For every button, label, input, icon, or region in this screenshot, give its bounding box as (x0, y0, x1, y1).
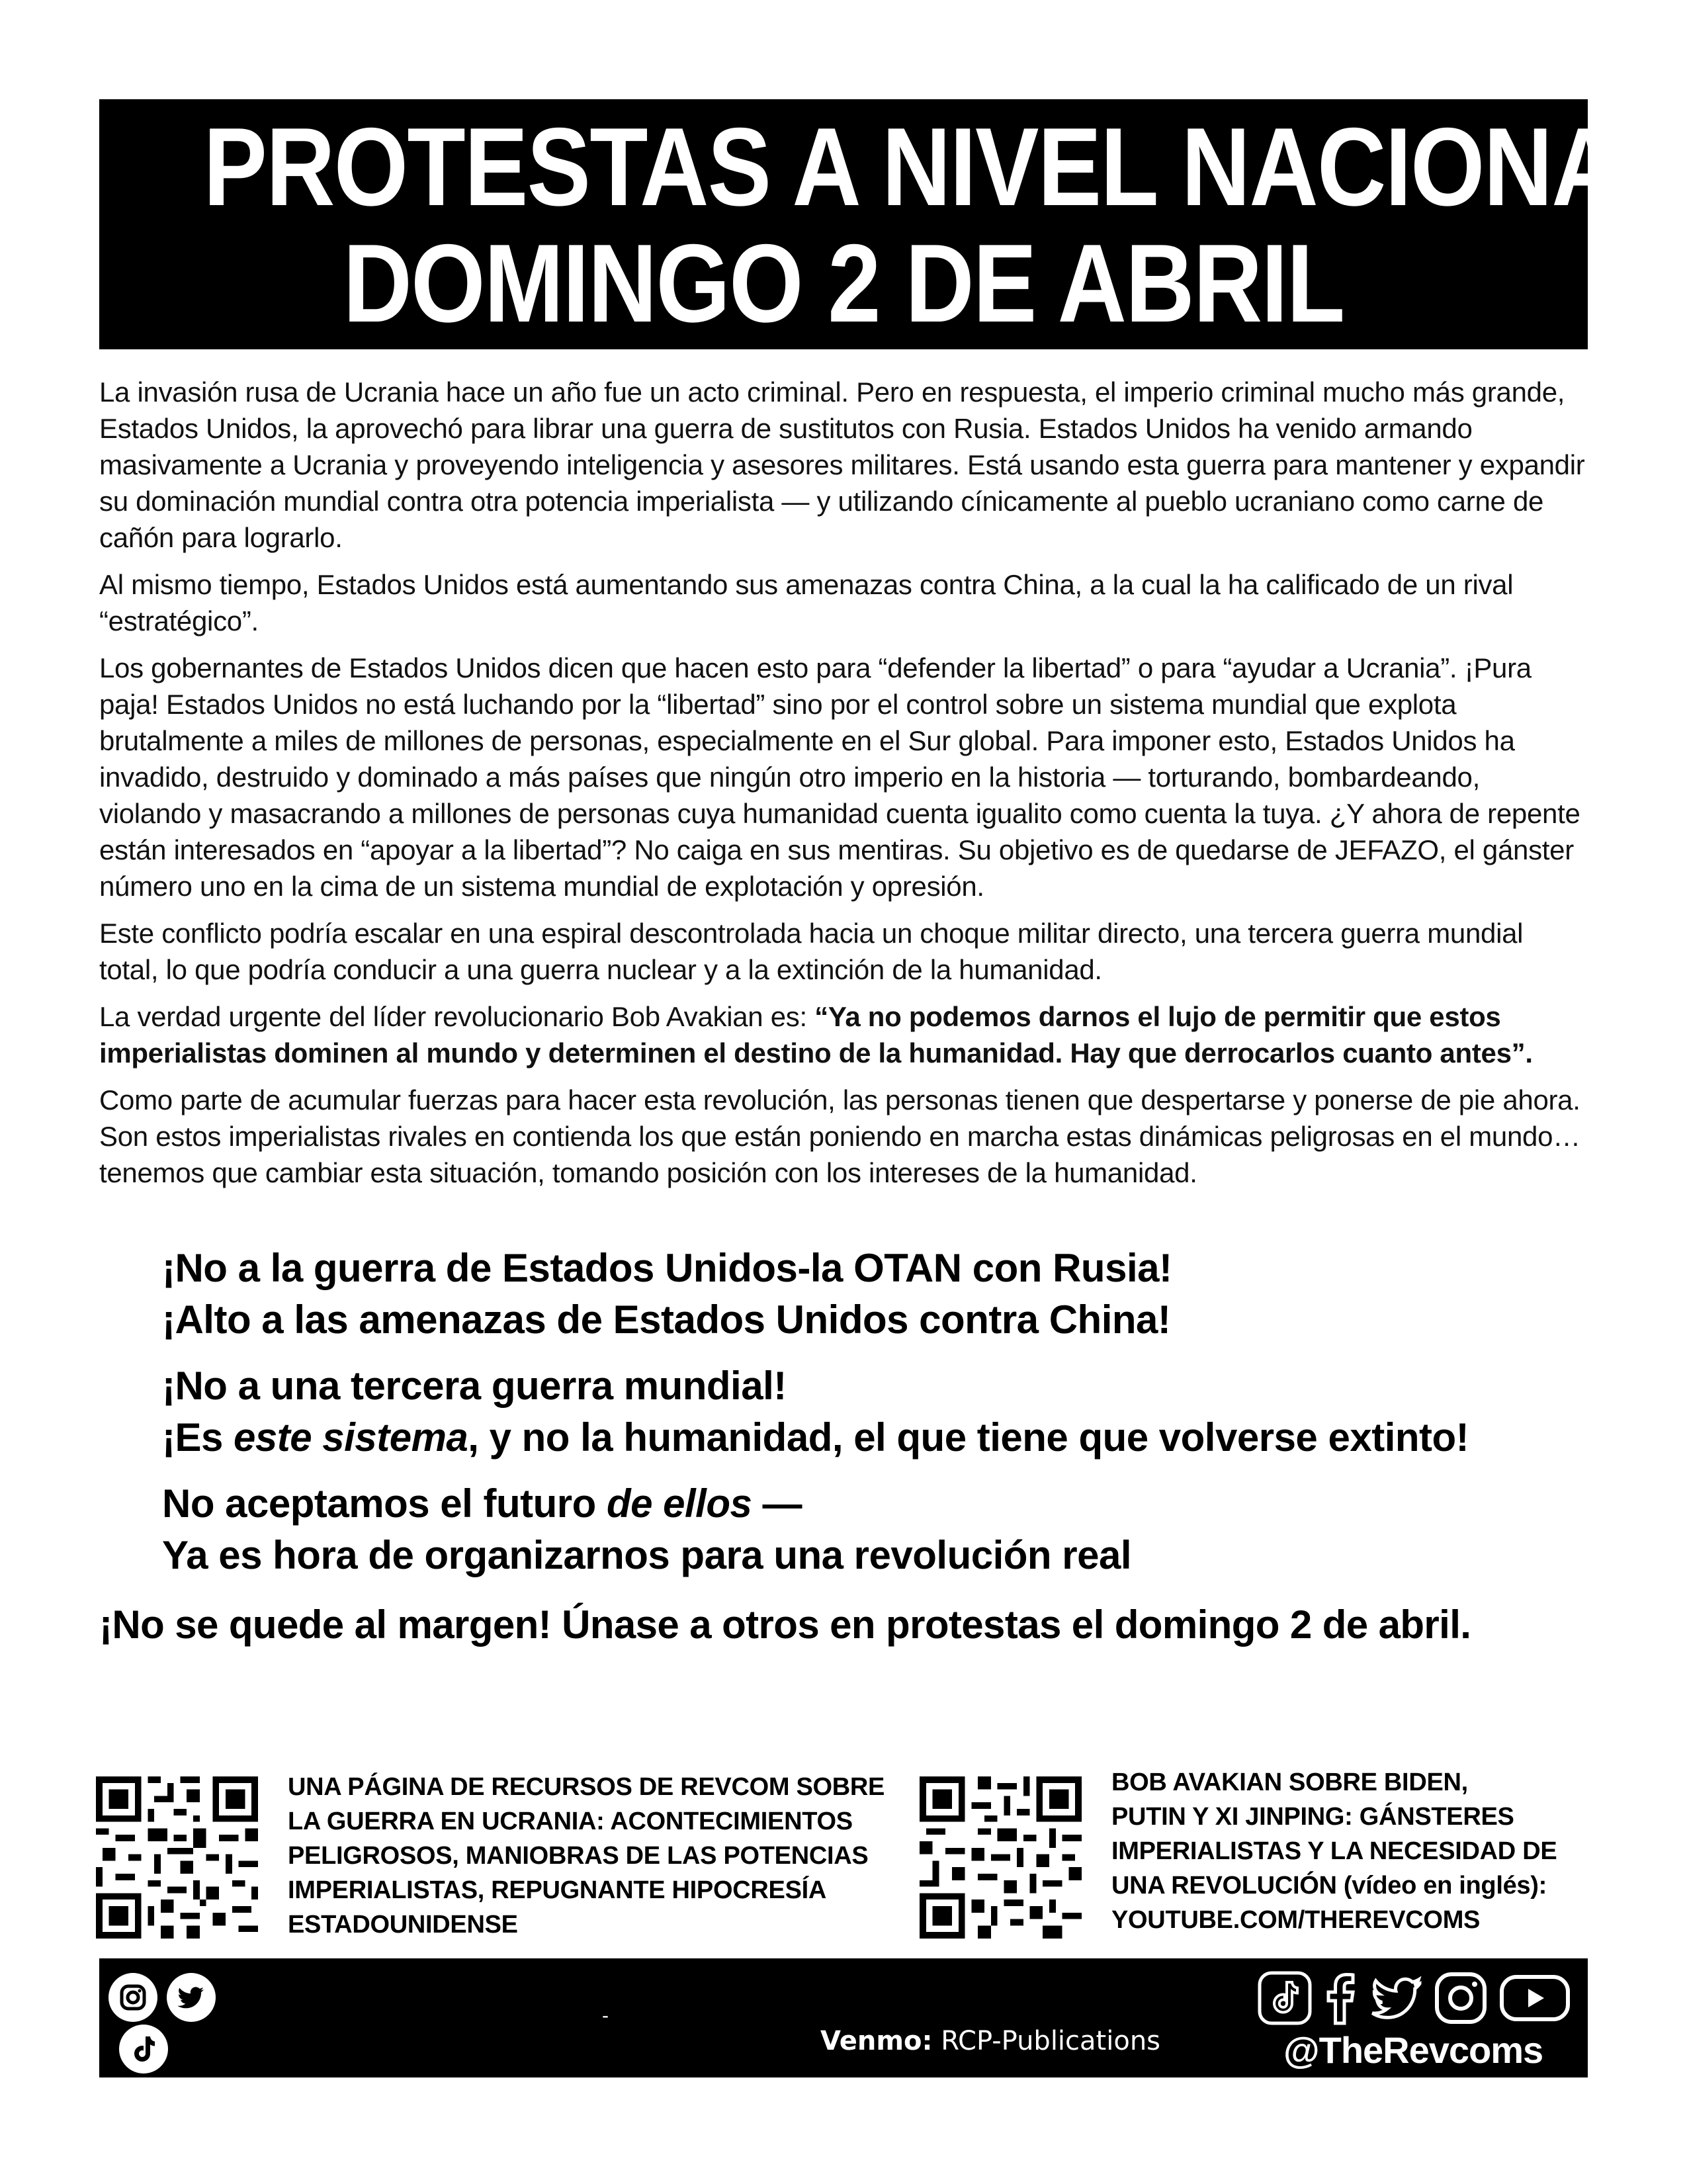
headline-line-1: PROTESTAS A NIVEL NACIONAL (203, 105, 1677, 229)
venmo-value: RCP-Publications (932, 2026, 1161, 2056)
resource-right-line: IMPERIALISTAS Y LA NECESIDAD DE (1111, 1837, 1557, 1865)
paragraph-6: Como parte de acumular fuerzas para hacer esta revolución, las personas tienen que despertarse y ponerse de pie ahora. Son estos imperialistas rivales en contienda los que están poniendo en marcha estas dinámicas peligrosas en el mundo… tenemos que cambiar esta situación, tomando posición con los intereses de la humanidad. (99, 1084, 1580, 1188)
resource-left-line: PELIGROSOS, MANIOBRAS DE LAS POTENCIAS (288, 1842, 869, 1870)
twitter-icon[interactable] (167, 1973, 216, 2022)
call-to-action: ¡No se quede al margen! Únase a otros en protestas el domingo 2 de abril. (99, 1602, 1471, 1647)
footer-dash: - (602, 2005, 609, 2027)
footer-bar (99, 1958, 1588, 2077)
slogan-4-start: ¡Es (162, 1415, 234, 1460)
paragraph-5 (99, 998, 1588, 1071)
resource-left-line: LA GUERRA EN UCRANIA: ACONTECIMIENTOS (288, 1808, 853, 1835)
slogans (162, 1243, 1618, 1596)
paragraph-5-intro: La verdad urgente del líder revolucionario Bob Avakian es: (99, 1001, 815, 1032)
resource-avakian-video[interactable] (1111, 1765, 1614, 1937)
facebook-glyph (1320, 1970, 1360, 2026)
resource-right-line: BOB AVAKIAN SOBRE BIDEN, (1111, 1769, 1468, 1796)
slogan-4-emphasis: este sistema (234, 1415, 468, 1460)
tiktok-icon[interactable] (1257, 1970, 1313, 2026)
headline-line-2: DOMINGO 2 DE ABRIL (343, 221, 1344, 345)
slogan-2: ¡Alto a las amenazas de Estados Unidos contra China! (162, 1297, 1171, 1342)
slogan-1: ¡No a la guerra de Estados Unidos-la OTAN con Rusia! (162, 1246, 1172, 1290)
slogan-4-end: , y no la humanidad, el que tiene que volverse extinto! (468, 1415, 1469, 1460)
tiktok-glyph (1257, 1970, 1313, 2026)
instagram-glyph (1433, 1970, 1489, 2026)
youtube-glyph (1499, 1970, 1571, 2026)
instagram-icon[interactable] (108, 1973, 157, 2022)
venmo-info (820, 2025, 1160, 2058)
slogan-5-emphasis: de ellos (606, 1481, 752, 1526)
qr-code-ukraine-resources[interactable] (96, 1776, 258, 1939)
resource-ukraine-war[interactable] (288, 1770, 896, 1942)
qr-code-icon (96, 1776, 258, 1939)
resource-left-line: UNA PÁGINA DE RECURSOS DE REVCOM SOBRE (288, 1773, 885, 1801)
resource-left-line: IMPERIALISTAS, REPUGNANTE HIPOCRESÍA (288, 1876, 827, 1904)
youtube-link[interactable]: YOUTUBE.COM/THEREVCOMS (1111, 1906, 1481, 1934)
body-text (99, 374, 1588, 1201)
twitter-glyph (167, 1973, 216, 2022)
tiktok-glyph (119, 2025, 168, 2074)
resource-left-line: ESTADOUNIDENSE (288, 1911, 518, 1939)
slogan-group-1 (162, 1243, 1618, 1346)
resource-right-line (1111, 1868, 1614, 1903)
resource-right-line-note: (vídeo en inglés): (1343, 1872, 1547, 1900)
facebook-icon[interactable] (1320, 1970, 1360, 2026)
slogan-group-3 (162, 1478, 1618, 1581)
slogan-3: ¡No a una tercera guerra mundial! (162, 1364, 787, 1408)
headline-banner (99, 99, 1677, 349)
slogan-5-end: — (752, 1481, 802, 1526)
paragraph-3: Los gobernantes de Estados Unidos dicen que hacen esto para “defender la libertad” o para “ayudar a Ucrania”. ¡Pura paja! Estados Unidos no está luchando por la “libertad” sino por el control sobre un sistema mundial que explota brutalmente a miles de millones de personas, especialmente en el Sur global. Para imponer esto, Estados Unidos ha invadido, destruido y dominado a más países que ningún otro imperio en la historia — torturando, bombardeando, violando y masacrando a millones de personas cuya humanidad cuenta igualito como cuenta la tuya. ¿Y ahora de repente están interesados en “apoyar a la libertad”? No caiga en sus mentiras. Su objetivo es de quedarse de JEFAZO, el gánster número uno en la cima de un sistema mundial de explotación y opresión. (99, 652, 1580, 902)
paragraph-1: La invasión rusa de Ucrania hace un año fue un acto criminal. Pero en respuesta, el imperio criminal mucho más grande, Estados Unidos, la aprovechó para librar una guerra de sustitutos con Rusia. Estados Unidos ha venido armando masivamente a Ucrania y proveyendo inteligencia y asesores militares. Está usando esta guerra para mantener y expandir su dominación mundial contra otra potencia imperialista — y utilizando cínicamente al pueblo ucraniano como carne de cañón para lograrlo. (99, 376, 1585, 553)
resource-right-line-start: UNA REVOLUCIÓN (1111, 1872, 1344, 1900)
twitter-glyph (1368, 1970, 1424, 2026)
tiktok-icon[interactable] (119, 2025, 168, 2074)
social-handle[interactable]: @TheRevcoms (1283, 2029, 1543, 2071)
slogan-6: Ya es hora de organizarnos para una revolución real (162, 1533, 1132, 1577)
venmo-label: Venmo: (820, 2026, 933, 2056)
slogan-5 (162, 1478, 1618, 1530)
slogan-5-start: No aceptamos el futuro (162, 1481, 607, 1526)
paragraph-2: Al mismo tiempo, Estados Unidos está aumentando sus amenazas contra China, a la cual la ha calificado de un rival “estratégico”. (99, 569, 1514, 636)
slogan-group-2 (162, 1360, 1618, 1463)
instagram-glyph (108, 1973, 157, 2022)
social-icons (1257, 1970, 1575, 2026)
qr-code-icon (920, 1776, 1082, 1939)
paragraph-4: Este conflicto podría escalar en una espiral descontrolada hacia un choque militar directo, una tercera guerra mundial total, lo que podría conducir a una guerra nuclear y a la extinción de la humanidad. (99, 918, 1524, 985)
youtube-icon[interactable] (1499, 1970, 1571, 2026)
qr-code-youtube-video[interactable] (920, 1776, 1082, 1939)
avakian-quote: “Ya no podemos darnos el lujo de permitir que estos imperialistas dominen al mundo y determinen el destino de la humanidad. Hay que derrocarlos cuanto antes”. (99, 1001, 1533, 1069)
twitter-icon[interactable] (1368, 1970, 1424, 2026)
instagram-icon[interactable] (1433, 1970, 1489, 2026)
resource-right-line: PUTIN Y XI JINPING: GÁNSTERES (1111, 1803, 1514, 1831)
slogan-4 (162, 1412, 1618, 1463)
